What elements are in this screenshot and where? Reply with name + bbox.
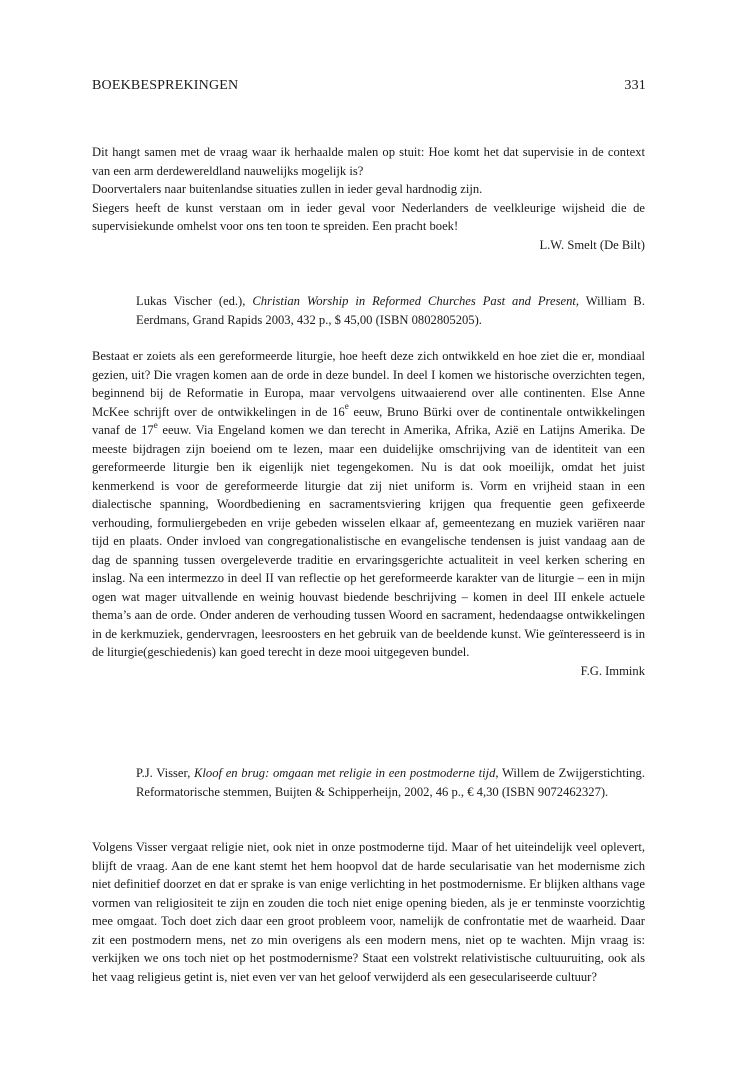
review-2-signature: F.G. Immink	[580, 663, 645, 678]
review-2-text-c: eeuw. Via Engeland komen we dan terecht in Amerika, Afrika, Azië en Latijns Amerika. De meeste bijdragen zijn boeiend om te lezen, maar een duidelijke omschrijving van de identiteit van een gereformeerde liturgie ben ik eigenlijk niet tegengekomen. Nu is dat ook moeilijk, omdat het juist kenmerkend is voor de gereformeerde liturgie dat zij niet uniform is. Vorm en vrijheid staan in een dialectische spanning, Woordbediening en sacramentsviering krijgen qua frequentie geen gefixeerde verhouding, formuliergebeden en vrije gebeden wisselen elkaar af, gemeentezang en muziek variëren naar tijd en plaats. Onder invloed van congregationalistische en evangelische tendensen is juist vandaag aan de dag de spanning tussen overgeleverde traditie en ervaringsgerichte actualiteit in veel kerken schering en inslag. Na een intermezzo in deel II van reflectie op het gereformeerde karakter van de liturgie – een in mijn ogen wat mager uitvallende en weinig houvast biedende beschrijving – komen in deel III enkele actuele thema’s aan de orde. Onder anderen de verhouding tussen Woord en sacrament, hedendaagse ontwikkelingen in de kerkmuziek, gendervragen, leesroosters en het gebruik van de beeldende kunst. Wie geïnteresseerd is in de liturgie(geschiedenis) kan goed terecht in deze mooi uitgegeven bundel.	[92, 423, 645, 659]
review-1-line-2: Doorvertalers naar buitenlandse situaties zullen in ieder geval hardnodig zijn.	[92, 182, 483, 196]
running-header	[92, 78, 646, 94]
superscript-e: e	[344, 401, 349, 412]
review-2-citation	[136, 292, 645, 329]
review-1-signature: L.W. Smelt (De Bilt)	[539, 237, 645, 252]
review-2-reference	[136, 292, 645, 329]
review-1-closing	[92, 143, 645, 254]
page-number: 331	[624, 78, 646, 93]
review-1-line-3: Siegers heeft de kunst verstaan om in ieder geval voor Nederlanders de veelkleurige wijsheid die de supervisiekunde omhelst voor ons ten toon te spreiden. Een pracht boek!	[92, 200, 645, 233]
review-3-paragraph: Volgens Visser vergaat religie niet, ook niet in onze postmoderne tijd. Maar of het uiteindelijk veel oplevert, blijft de vraag. Aan de ene kant stemt het hem hoopvol dat de harde secularisatie van het modernisme zich niet definitief doorzet en dat er sprake is van enige verlichting in het postmodernisme. Er blijken althans vage vormen van religiositeit te zijn en zouden die toch niet enige opening bieden, als je er tenminste voorzichtig mee omgaat. Toch doet zich daar een groot probleem voor, namelijk de confrontatie met de waarheid. Daar zit een postmodern mens, net zo min overigens als een modern mens, niet op te wachten. Mijn vraag is: verkijken we ons toch niet op het postmodernisme? Staat een volstrekt relativistische cultuuruiting, ook als het vaag religieus getint is, niet even ver van het geloof verwijderd als een geseculariseerde cultuur?	[92, 840, 645, 984]
review-3-body	[92, 838, 645, 986]
review-1-line-1: Dit hangt samen met de vraag waar ik herhaalde malen op stuit: Hoe komt het dat supervisie in de context van een arm derdewereldland nauwelijks mogelijk is?	[92, 145, 645, 178]
review-2-text-a: Bestaat er zoiets als een gereformeerde liturgie, hoe heeft deze zich ontwikkeld en hoe ziet die er, mondiaal gezien, uit? Die vragen komen aan de orde in deze bundel. In deel I komen we historische overzichten tegen, beginnend bij de Reformatie in Europa, maar vervolgens uitwaaierend over alle continenten. Else Anne McKee schrijft over de ontwikkelingen in de 16	[92, 349, 645, 419]
review-2-title: Christian Worship in Reformed Churches Past and Present,	[252, 294, 580, 308]
review-3-citation	[136, 764, 645, 801]
review-2-publisher: William B. Eerdmans, Grand Rapids 2003, 432 p., $ 45,00 (ISBN 0802805205).	[136, 294, 645, 327]
running-title: BOEKBESPREKINGEN	[92, 78, 239, 93]
review-2-paragraph	[92, 347, 645, 662]
review-3-author: P.J. Visser,	[136, 766, 195, 780]
review-3-reference	[136, 764, 645, 801]
review-2-author: Lukas Vischer (ed.),	[136, 294, 253, 308]
review-3-title: Kloof en brug: omgaan met religie in een postmoderne tijd,	[194, 766, 499, 780]
review-2-body	[92, 347, 645, 680]
review-2-text-b: eeuw, Bruno Bürki over de continentale ontwikkelingen vanaf de 17	[92, 404, 645, 437]
review-3-publisher: Willem de Zwijgerstichting. Reformatorische stemmen, Buijten & Schipperheijn, 2002, 46 p., € 4,30 (ISBN 9072462327).	[136, 766, 645, 799]
superscript-e: e	[153, 419, 158, 430]
